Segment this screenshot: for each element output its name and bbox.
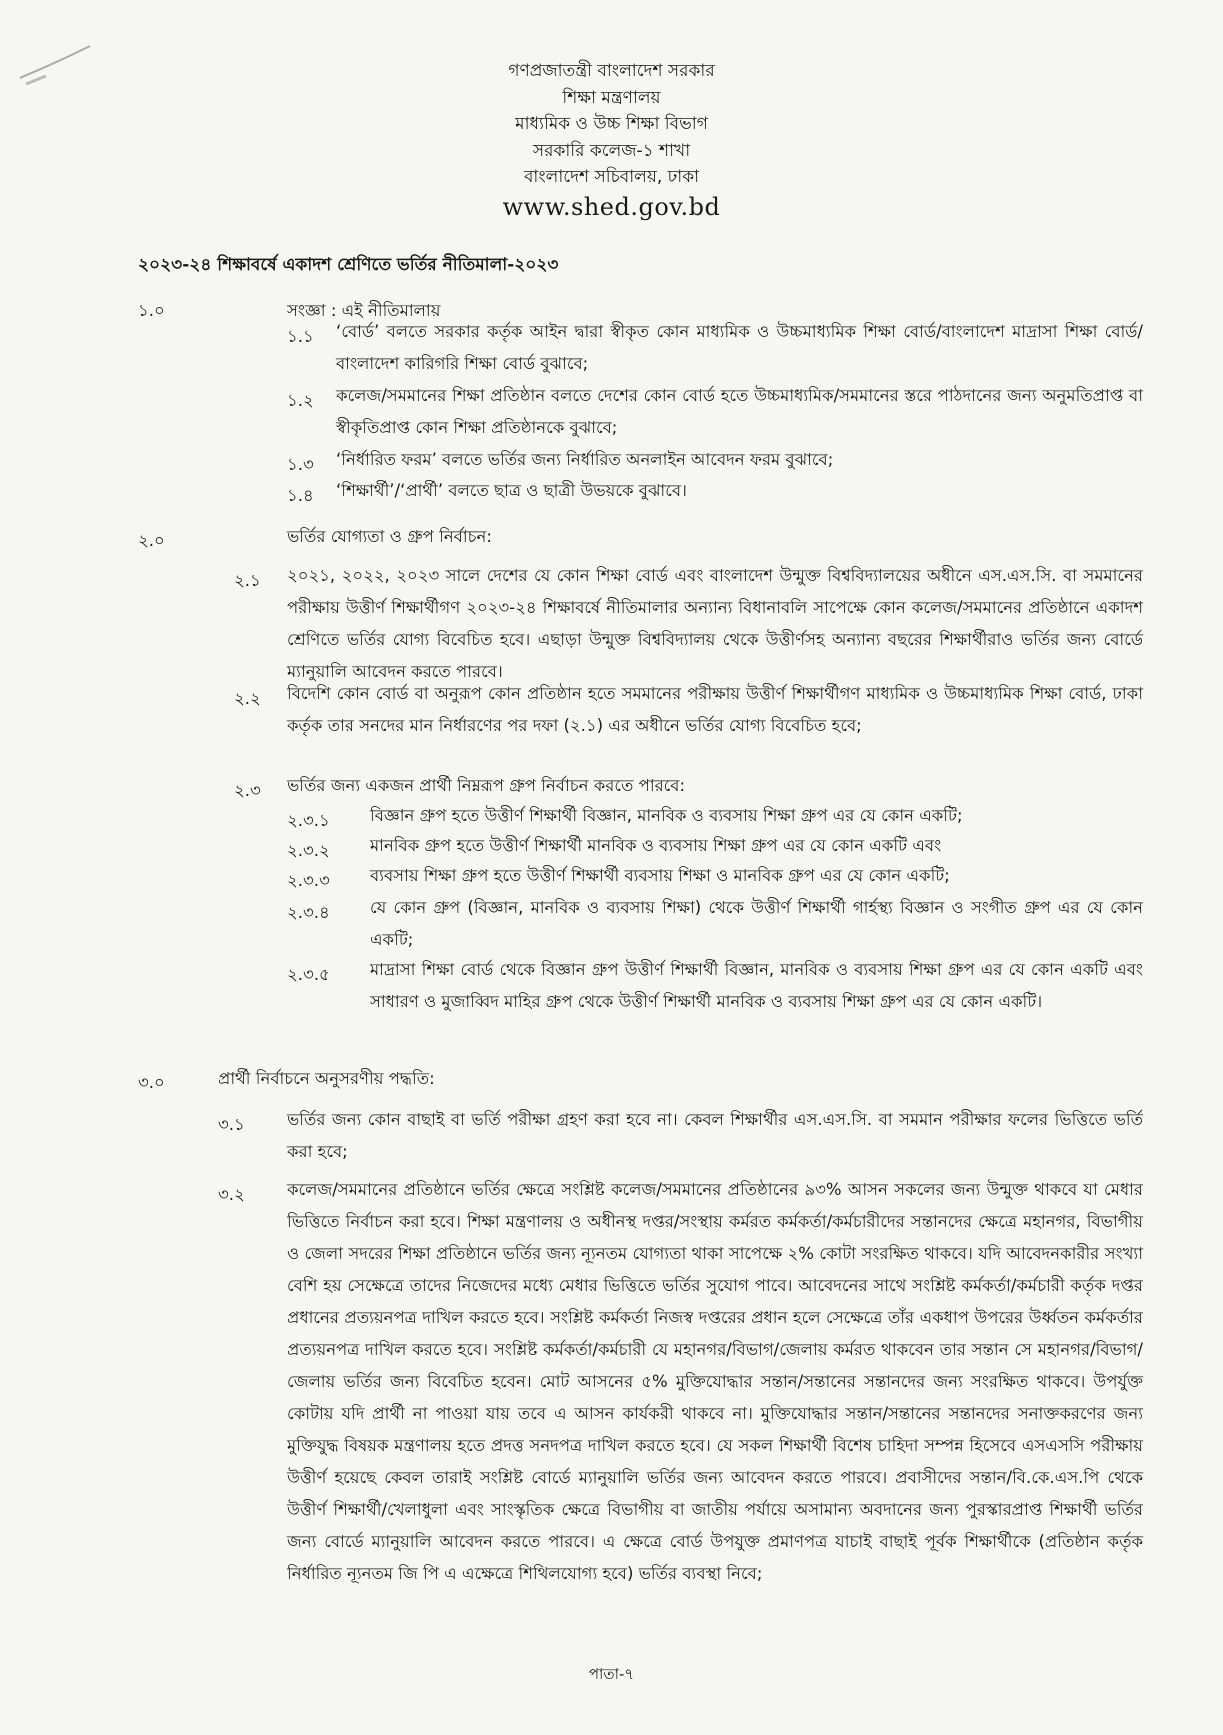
- clause-number: ১.৩: [287, 455, 314, 474]
- clause-number: ১.১: [287, 327, 314, 346]
- letterhead: [0, 58, 1223, 223]
- subclause-text: যে কোন গ্রুপ (বিজ্ঞান, মানবিক ও ব্যবসায় শিক্ষা) থেকে উত্তীর্ণ শিক্ষার্থী গার্হস্থ্য বিজ্ঞান ও সংগীত গ্রুপ এর যে কোন একটি;: [370, 898, 1143, 949]
- website-link[interactable]: www.shed.gov.bd: [502, 192, 721, 221]
- section-number: ২.০: [138, 531, 165, 550]
- clause-text: ‘শিক্ষার্থী’/‘প্রার্থী’ বলতে ছাত্র ও ছাত্রী উভয়কে বুঝাবে।: [336, 481, 687, 500]
- section-heading: প্রার্থী নির্বাচনে অনুসরণীয় পদ্ধতি:: [218, 1069, 435, 1088]
- subclause-number: ২.৩.৫: [287, 965, 330, 984]
- subclause-text: বিজ্ঞান গ্রুপ হতে উত্তীর্ণ শিক্ষার্থী বিজ্ঞান, মানবিক ও ব্যবসায় শিক্ষা গ্রুপ এর যে কোন একটি;: [370, 806, 963, 825]
- clause-text: ২০২১, ২০২২, ২০২৩ সালে দেশের যে কোন শিক্ষা বোর্ড এবং বাংলাদেশ উন্মুক্ত বিশ্ববিদ্যালয়ের অধীনে এস.এস.সি. বা সমমানের পরীক্ষায় উত্তীর্ণ শিক্ষার্থীগণ ২০২৩-২৪ শিক্ষাবর্ষে নীতিমালার অন্যান্য বিধানাবলি সাপেক্ষে কোন কলেজ/সমমানের প্রতিষ্ঠানে একাদশ শ্রেণিতে ভর্তির যোগ্য বিবেচিত হবে। এছাড়া উন্মুক্ত বিশ্ববিদ্যালয় থেকে উত্তীর্ণসহ অন্যান্য বছরের শিক্ষার্থীরাও ভর্তির জন্য বোর্ডে ম্যানুয়ালি আবেদন করতে পারবে।: [287, 566, 1143, 681]
- subclause-number: ২.৩.৩: [287, 871, 330, 890]
- section-heading: ভর্তির যোগ্যতা ও গ্রুপ নির্বাচন:: [287, 527, 492, 546]
- section-heading: সংজ্ঞা : এই নীতিমালায়: [287, 301, 441, 320]
- subclause-text: মাদ্রাসা শিক্ষা বোর্ড থেকে বিজ্ঞান গ্রুপ উত্তীর্ণ শিক্ষার্থী বিজ্ঞান, মানবিক ও ব্যবসায় শিক্ষা গ্রুপ এর যে কোন একটি এবং সাধারণ ও মুজাব্বিদ মাহির গ্রুপ থেকে উত্তীর্ণ শিক্ষার্থী মানবিক ও ব্যবসায় শিক্ষা গ্রুপ এর যে কোন একটি।: [370, 960, 1143, 1011]
- office-address: বাংলাদেশ সচিবালয়, ঢাকা: [523, 167, 700, 187]
- clause-text: কলেজ/সমমানের শিক্ষা প্রতিষ্ঠান বলতে দেশের কোন বোর্ড হতে উচ্চমাধ্যমিক/সমমানের স্তরে পাঠদানের জন্য অনুমতিপ্রাপ্ত বা স্বীকৃতিপ্রাপ্ত কোন শিক্ষা প্রতিষ্ঠানকে বুঝাবে;: [336, 386, 1143, 437]
- clause-number: ১.২: [287, 391, 314, 410]
- clause-text: ভর্তির জন্য একজন প্রার্থী নিম্নরূপ গ্রুপ নির্বাচন করতে পারবে:: [287, 776, 686, 795]
- clause-number: ৩.১: [218, 1115, 245, 1134]
- document-title: ২০২৩-২৪ শিক্ষাবর্ষে একাদশ শ্রেণিতে ভর্তির নীতিমালা-২০২৩: [138, 255, 559, 275]
- government-name: গণপ্রজাতন্ত্রী বাংলাদেশ সরকার: [508, 61, 715, 81]
- subclause-number: ২.৩.১: [287, 811, 330, 830]
- clause-text: ‘বোর্ড’ বলতে সরকার কর্তৃক আইন দ্বারা স্বীকৃত কোন মাধ্যমিক ও উচ্চমাধ্যমিক শিক্ষা বোর্ড/বাংলাদেশ মাদ্রাসা শিক্ষা বোর্ড/ বাংলাদেশ কারিগরি শিক্ষা বোর্ড বুঝাবে;: [336, 322, 1143, 373]
- clause-number: ২.১: [234, 571, 261, 590]
- clause-text: বিদেশি কোন বোর্ড বা অনুরূপ কোন প্রতিষ্ঠান হতে সমমানের পরীক্ষায় উত্তীর্ণ শিক্ষার্থীগণ মাধ্যমিক ও উচ্চমাধ্যমিক শিক্ষা বোর্ড, ঢাকা কর্তৃক তার সনদের মান নির্ধারণের পর দফা (২.১) এর অধীনে ভর্তির যোগ্য বিবেচিত হবে;: [287, 684, 1143, 735]
- subclause-text: ব্যবসায় শিক্ষা গ্রুপ হতে উত্তীর্ণ শিক্ষার্থী ব্যবসায় শিক্ষা ও মানবিক গ্রুপ এর যে কোন একটি;: [370, 866, 950, 885]
- division-name: মাধ্যমিক ও উচ্চ শিক্ষা বিভাগ: [515, 114, 708, 134]
- clause-number: ২.২: [234, 689, 261, 708]
- section-number: ১.০: [138, 301, 165, 320]
- clause-text: ‘নির্ধারিত ফরম’ বলতে ভর্তির জন্য নির্ধারিত অনলাইন আবেদন ফরম বুঝাবে;: [336, 450, 834, 469]
- clause-text: ভর্তির জন্য কোন বাছাই বা ভর্তি পরীক্ষা গ্রহণ করা হবে না। কেবল শিক্ষার্থীর এস.এস.সি. বা সমমান পরীক্ষার ফলের ভিত্তিতে ভর্তি করা হবে;: [287, 1110, 1143, 1161]
- clause-number: ২.৩: [234, 781, 261, 800]
- subclause-number: ২.৩.৪: [287, 903, 330, 922]
- subclause-text: মানবিক গ্রুপ হতে উত্তীর্ণ শিক্ষার্থী মানবিক ও ব্যবসায় শিক্ষা গ্রুপ এর যে কোন একটি এবং: [370, 836, 942, 855]
- ministry-name: শিক্ষা মন্ত্রণালয়: [562, 87, 661, 108]
- clause-number: ৩.২: [218, 1185, 245, 1204]
- clause-number: ১.৪: [287, 486, 314, 505]
- clause-text: কলেজ/সমমানের প্রতিষ্ঠানে ভর্তির ক্ষেত্রে সংশ্লিষ্ট কলেজ/সমমানের প্রতিষ্ঠানের ৯৩% আসন সকলের জন্য উন্মুক্ত থাকবে যা মেধার ভিত্তিতে নির্বাচন করা হবে। শিক্ষা মন্ত্রণালয় ও অধীনস্থ দপ্তর/সংস্থায় কর্মরত কর্মকর্তা/কর্মচারীদের সন্তানদের ক্ষেত্রে মহানগর, বিভাগীয় ও জেলা সদরের শিক্ষা প্রতিষ্ঠানে ভর্তির জন্য ন্যূনতম যোগ্যতা থাকা সাপেক্ষে ২% কোটা সংরক্ষিত থাকবে। যদি আবেদনকারীর সংখ্যা বেশি হয় সেক্ষেত্রে তাদের নিজেদের মধ্যে মেধার ভিত্তিতে ভর্তির সুযোগ পাবে। আবেদনের সাথে সংশ্লিষ্ট কর্মকর্তা/কর্মচারী কর্তৃক দপ্তর প্রধানের প্রত্যয়নপত্র দাখিল করতে হবে। সংশ্লিষ্ট কর্মকর্তা নিজস্ব দপ্তরের প্রধান হলে সেক্ষেত্রে তাঁর একধাপ উপরের উর্ধ্বতন কর্মকর্তার প্রত্যয়নপত্র দাখিল করতে হবে। সংশ্লিষ্ট কর্মকর্তা/কর্মচারী যে মহানগর/বিভাগ/জেলায় কর্মরত থাকবেন তার সন্তান সে মহানগর/বিভাগ/জেলায় ভর্তির জন্য বিবেচিত হবেন। মোট আসনের ৫% মুক্তিযোদ্ধার সন্তান/সন্তানের সন্তানদের জন্য সংরক্ষিত থাকবে। উপর্যুক্ত কোটায় যদি প্রার্থী না পাওয়া যায় তবে এ আসন কার্যকরী থাকবে না। মুক্তিযোদ্ধার সন্তান/সন্তানের সন্তানদের সনাক্তকরণের জন্য মুক্তিযুদ্ধ বিষয়ক মন্ত্রণালয় হতে প্রদত্ত সনদপত্র দাখিল করতে হবে। যে সকল শিক্ষার্থী বিশেষ চাহিদা সম্পন্ন হিসেবে এসএসসি পরীক্ষায় উত্তীর্ণ হয়েছে কেবল তারাই সংশ্লিষ্ট বোর্ডে ম্যানুয়ালি ভর্তির জন্য আবেদন করতে পারবে। প্রবাসীদের সন্তান/বি.কে.এস.পি থেকে উত্তীর্ণ শিক্ষার্থী/খেলাধুলা এবং সাংস্কৃতিক ক্ষেত্রে বিভাগীয় বা জাতীয় পর্যায়ে অসামান্য অবদানের জন্য পুরস্কারপ্রাপ্ত শিক্ষার্থী ভর্তির জন্য বোর্ডে ম্যানুয়ালি আবেদন করতে পারবে। এ ক্ষেত্রে বোর্ড উপযুক্ত প্রমাণপত্র যাচাই বাছাই পূর্বক শিক্ষার্থীকে (প্রতিষ্ঠান কর্তৃক নির্ধারিত ন্যূনতম জি পি এ এক্ষেত্রে শিথিলযোগ্য হবে) ভর্তির ব্যবস্থা নিবে;: [287, 1180, 1143, 1583]
- page-number: পাতা-৭: [588, 1665, 635, 1683]
- branch-name: সরকারি কলেজ-১ শাখা: [532, 140, 691, 161]
- subclause-number: ২.৩.২: [287, 841, 330, 860]
- section-number: ৩.০: [138, 1073, 165, 1092]
